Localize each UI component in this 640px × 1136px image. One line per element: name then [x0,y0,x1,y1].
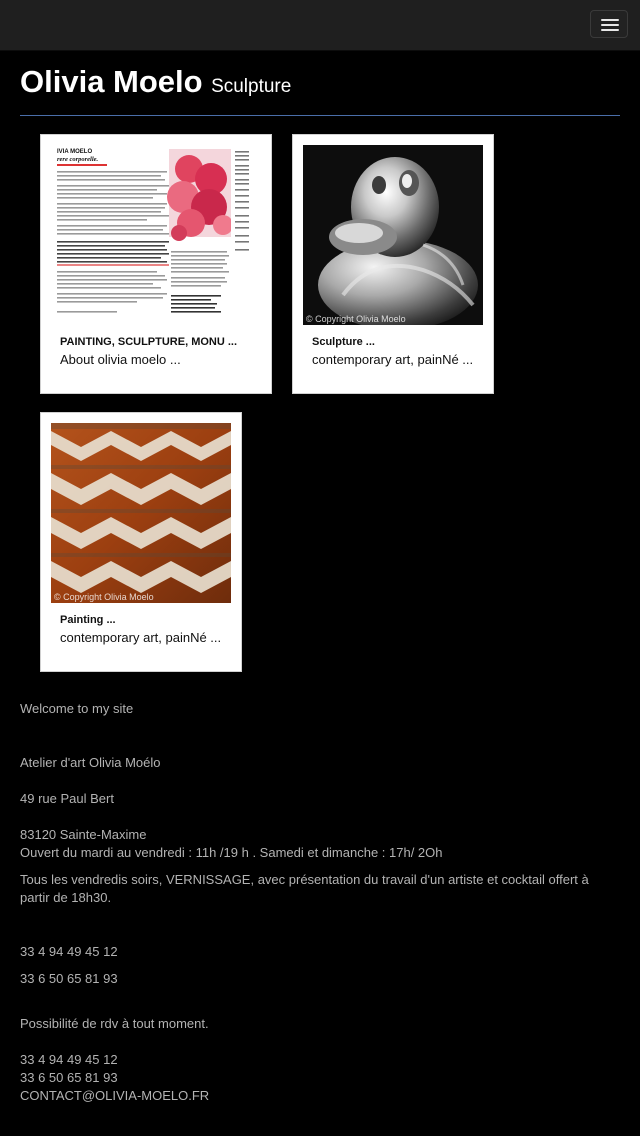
gallery-card-title[interactable]: Painting ... [60,614,116,626]
gallery-card-caption: contemporary art, painNé ... [60,630,222,645]
contact-email[interactable]: CONTACT@OLIVIA-MOELO.FR [20,1088,210,1103]
welcome-text: Welcome to my site [20,701,134,716]
address-street: 49 rue Paul Bert [20,791,114,806]
address-city: 83120 Sainte-Maxime [20,827,147,842]
article-heading: IVIA MOELO [57,149,93,155]
gallery-card-title[interactable]: Sculpture ... [312,336,375,348]
document-page-thumbnail[interactable] [51,145,251,325]
copyright-watermark: © Copyright Olivia Moelo [306,314,406,324]
sculpture-image [303,145,483,325]
atelier-name: Atelier d'art Olivia Moélo [20,755,161,770]
vernissage-text: Tous les vendredis soirs, VERNISSAGE, avec présentation du travail d'un artiste et cocktail offert à partir de 18h30. [20,872,589,905]
site-name[interactable]: Olivia Moelo [20,64,203,99]
mobile-number: 33 6 50 65 81 93 [20,971,118,986]
appointment-text: Possibilité de rdv à tout moment. [20,1016,209,1031]
site-title[interactable] [20,64,291,100]
document-thumbnail-image [51,145,251,325]
painting-image [51,423,231,603]
gallery-card-caption: About olivia moelo ... [60,352,181,367]
gallery-card-caption: contemporary art, painNé ... [312,352,474,367]
menu-toggle-button[interactable] [590,10,628,38]
contact-mobile: 33 6 50 65 81 93 [20,1070,118,1085]
copyright-watermark: © Copyright Olivia Moelo [54,592,154,602]
gallery-card-painting-sculpture[interactable] [40,134,272,394]
phone-number: 33 4 94 49 45 12 [20,944,118,959]
gallery-card-title[interactable]: PAINTING, SCULPTURE, MONU ... [60,336,238,348]
chrome-duck-sculpture-thumbnail[interactable] [303,145,483,325]
site-subtitle: Sculpture [211,76,292,97]
top-navbar [0,0,640,51]
gallery-card-sculpture[interactable] [292,134,494,394]
header-divider [20,115,620,116]
abstract-painting-thumbnail[interactable] [51,423,231,603]
article-subheading: rere corporelle. [57,156,99,163]
contact-phone: 33 4 94 49 45 12 [20,1052,118,1067]
gallery-card-painting[interactable] [40,412,242,672]
opening-hours: Ouvert du mardi au vendredi : 11h /19 h . Samedi et dimanche : 17h/ 2Oh [20,845,443,860]
